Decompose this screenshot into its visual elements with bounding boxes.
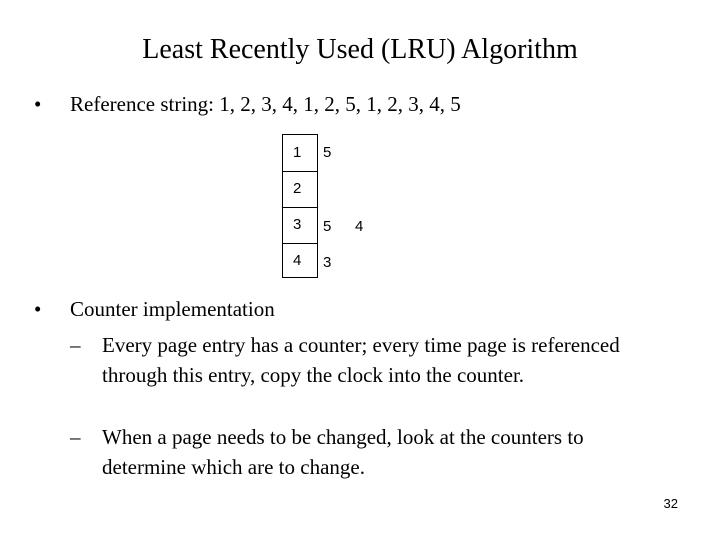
counter-implementation-text: Counter implementation (70, 297, 275, 321)
frame-4: 4 (293, 252, 302, 269)
counter-implementation-bullet (34, 294, 275, 324)
page-number: 32 (663, 496, 678, 511)
dash-marker: – (70, 333, 81, 357)
frame-4-replacement: 3 (323, 254, 332, 271)
sub-bullet (70, 330, 670, 390)
page-frames-box (282, 134, 318, 278)
bullet-marker: • (34, 297, 42, 321)
frame-2: 2 (293, 180, 302, 197)
dash-marker: – (70, 425, 81, 449)
sub-bullet-text: When a page needs to be changed, look at the counters to determine which are to change. (102, 425, 584, 479)
frame-1: 1 (293, 144, 302, 161)
frame-3-replacement: 4 (355, 218, 364, 235)
sub-bullet (70, 422, 670, 482)
slide-title: Least Recently Used (LRU) Algorithm (142, 34, 578, 65)
reference-string-text: Reference string: 1, 2, 3, 4, 1, 2, 5, 1, 2, 3, 4, 5 (70, 92, 461, 116)
frame-1-replacement: 5 (323, 144, 332, 161)
reference-string-bullet (34, 89, 461, 119)
bullet-marker: • (34, 92, 42, 116)
frame-3-replacement: 5 (323, 218, 332, 235)
frame-3: 3 (293, 216, 302, 233)
sub-bullet-text: Every page entry has a counter; every time page is referenced through this entry, copy the clock into the counter. (102, 333, 620, 387)
